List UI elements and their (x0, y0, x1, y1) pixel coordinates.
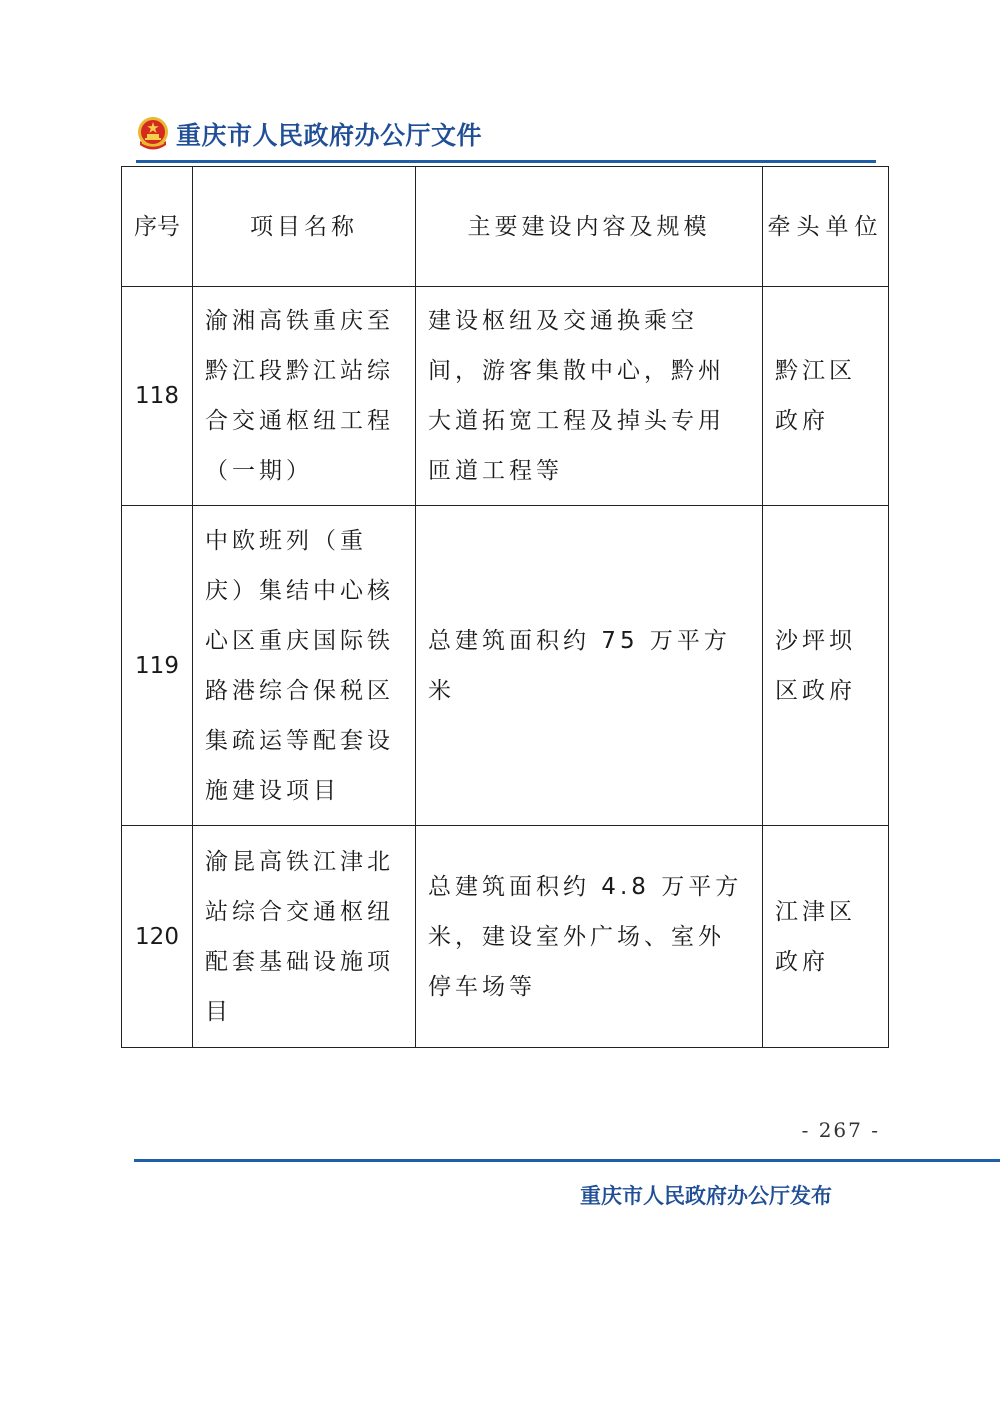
project-name: 中欧班列（重庆）集结中心核心区重庆国际铁路港综合保税区集疏运等配套设施建设项目 (193, 506, 416, 826)
lead-unit: 江津区政府 (763, 826, 889, 1048)
column-header-lead: 牵头单位 (763, 167, 889, 287)
footer-publisher: 重庆市人民政府办公厅发布 (580, 1183, 832, 1208)
column-header-no: 序号 (122, 167, 193, 287)
project-name: 渝昆高铁江津北站综合交通枢纽配套基础设施项目 (193, 826, 416, 1048)
column-header-content: 主要建设内容及规模 (416, 167, 763, 287)
project-name: 渝湘高铁重庆至黔江段黔江站综合交通枢纽工程（一期） (193, 287, 416, 506)
table-row (122, 506, 889, 826)
lead-unit: 沙坪坝区政府 (763, 506, 889, 826)
column-header-name: 项目名称 (193, 167, 416, 287)
document-header (136, 112, 482, 156)
table-row (122, 826, 889, 1048)
project-content: 总建筑面积约 4.8 万平方米，建设室外广场、室外停车场等 (416, 826, 763, 1048)
row-number: 119 (122, 506, 193, 826)
table-header-row (122, 167, 889, 287)
project-content: 总建筑面积约 75 万平方米 (416, 506, 763, 826)
page-number: - 267 - (801, 1118, 880, 1142)
row-number: 120 (122, 826, 193, 1048)
project-content: 建设枢纽及交通换乘空间，游客集散中心，黔州大道拓宽工程及掉头专用匝道工程等 (416, 287, 763, 506)
header-divider (136, 160, 876, 163)
footer-divider (134, 1159, 1000, 1162)
lead-unit: 黔江区政府 (763, 287, 889, 506)
national-emblem-icon (136, 115, 170, 153)
header-title: 重庆市人民政府办公厅文件 (176, 121, 483, 150)
row-number: 118 (122, 287, 193, 506)
table-row (122, 287, 889, 506)
project-table (121, 166, 889, 1048)
